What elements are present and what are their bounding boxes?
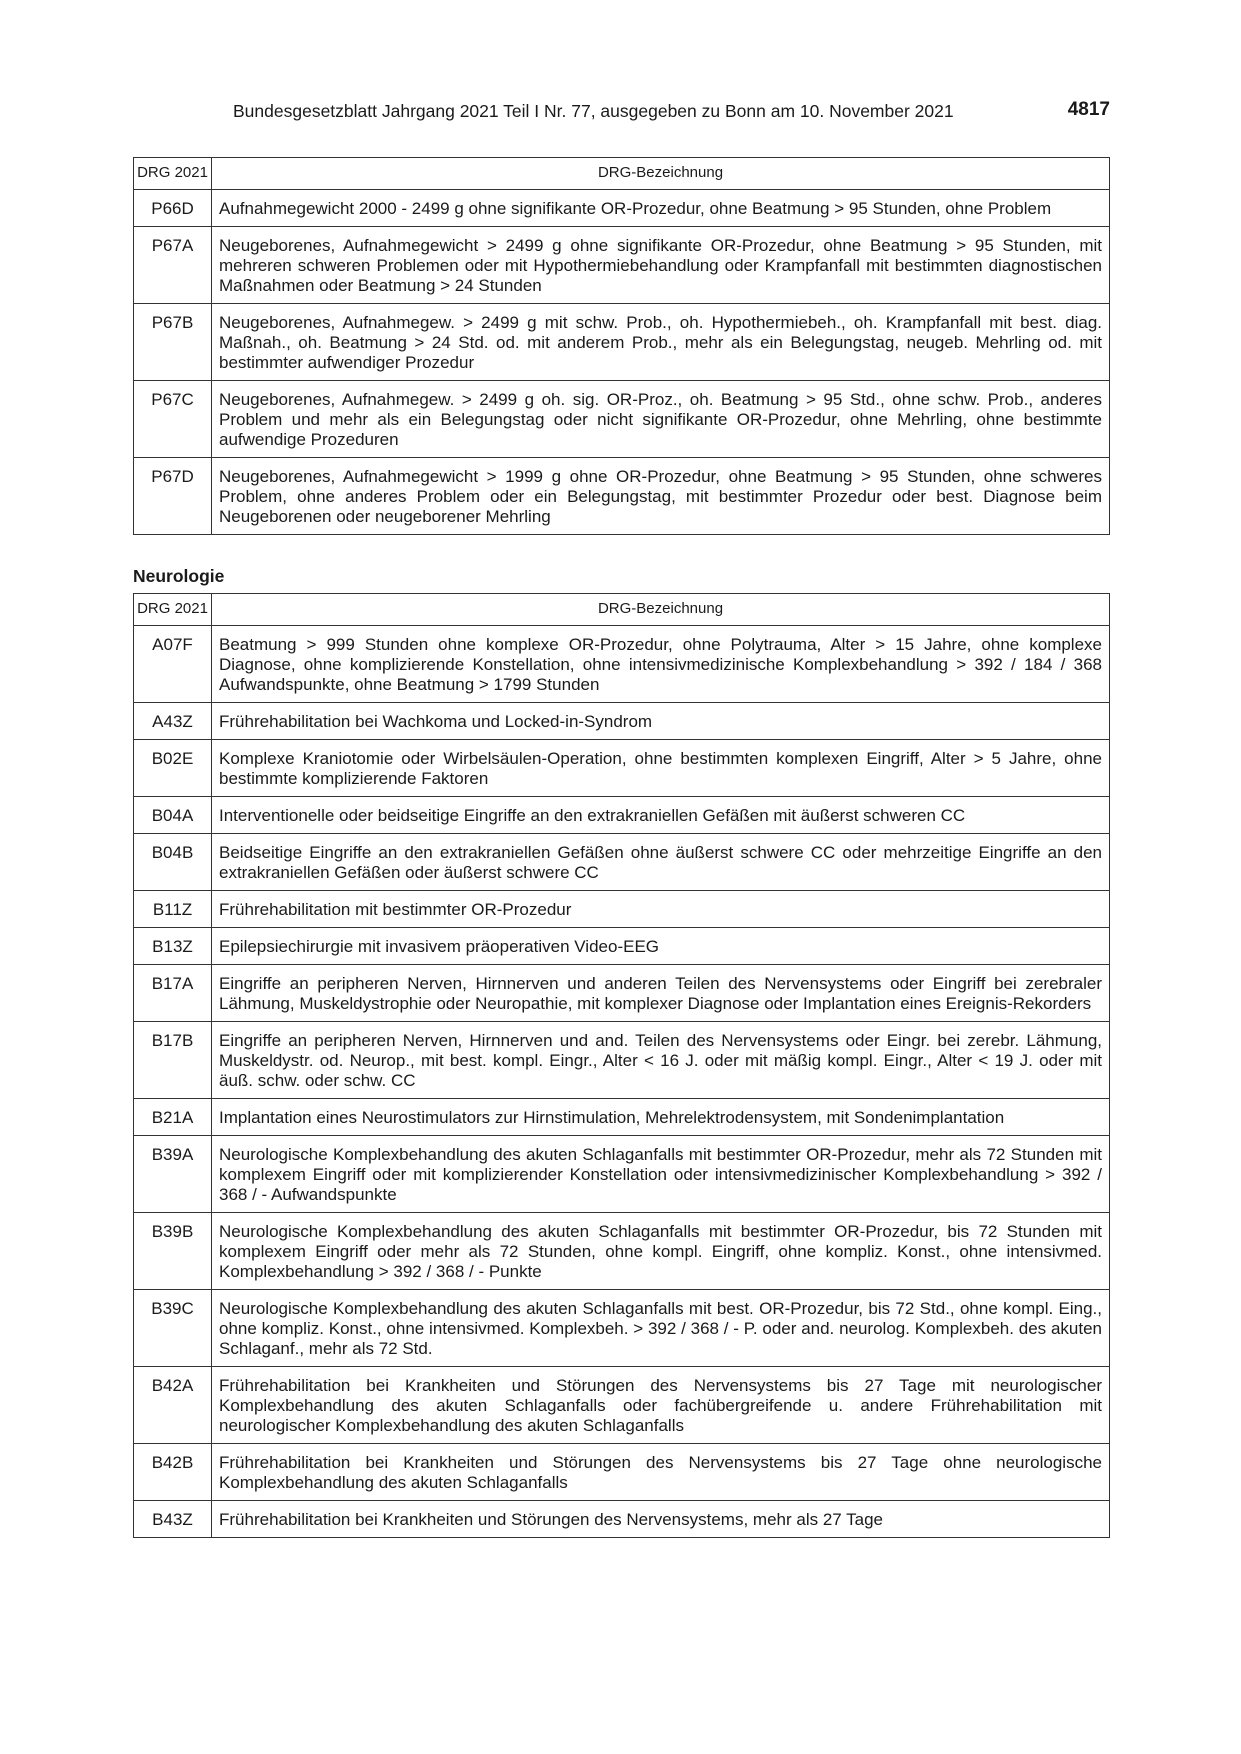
- table-row: [134, 304, 1110, 381]
- drg-description: Interventionelle oder beidseitige Eingriffe an den extrakraniellen Gefäßen mit äußerst schweren CC: [212, 797, 1110, 834]
- table-row: [134, 1367, 1110, 1444]
- drg-code: B13Z: [134, 928, 212, 965]
- section-title: Neurologie: [133, 566, 225, 586]
- drg-description: Neurologische Komplexbehandlung des akuten Schlaganfalls mit bestimmter OR-Prozedur, mehr als 72 Stunden mit komplexem Eingriff oder mit komplizierender Konstellation oder intensivmedizinischer Komplexbehandlung > 392 / 368 / - Aufwandspunkte: [212, 1136, 1110, 1213]
- table-row: [134, 797, 1110, 834]
- drg-code: B42A: [134, 1367, 212, 1444]
- drg-code: B04B: [134, 834, 212, 891]
- drg-code: A07F: [134, 626, 212, 703]
- drg-code: B02E: [134, 740, 212, 797]
- table-row: [134, 1136, 1110, 1213]
- drg-code: B04A: [134, 797, 212, 834]
- column-header-code: DRG 2021: [134, 158, 212, 190]
- drg-description: Aufnahmegewicht 2000 - 2499 g ohne signifikante OR-Prozedur, ohne Beatmung > 95 Stunden, ohne Problem: [212, 190, 1110, 227]
- drg-description: Neurologische Komplexbehandlung des akuten Schlaganfalls mit bestimmter OR-Prozedur, bis 72 Stunden mit komplexem Eingriff oder mehr als 72 Stunden, ohne kompl. Eingriff, ohne kompliz. Konst., ohne intensivmed. Komplexbehandlung > 392 / 368 / - Punkte: [212, 1213, 1110, 1290]
- drg-code: B39C: [134, 1290, 212, 1367]
- drg-description: Implantation eines Neurostimulators zur Hirnstimulation, Mehrelektrodensystem, mit Sondenimplantation: [212, 1099, 1110, 1136]
- drg-description: Komplexe Kraniotomie oder Wirbelsäulen-Operation, ohne bestimmten komplexen Eingriff, Alter > 5 Jahre, ohne bestimmte komplizierende Faktoren: [212, 740, 1110, 797]
- drg-code: B17B: [134, 1022, 212, 1099]
- table-row: [134, 1213, 1110, 1290]
- drg-description: Eingriffe an peripheren Nerven, Hirnnerven und and. Teilen des Nervensystems oder Eingr. bei zerebr. Lähmung, Muskeldystr. od. Neurop., mit best. kompl. Eingr., Alter < 16 J. oder mit mäßig kompl. Eingr., Alter < 19 J. oder mit äuß. schw. oder schw. CC: [212, 1022, 1110, 1099]
- table-row: [134, 626, 1110, 703]
- drg-code: B43Z: [134, 1501, 212, 1538]
- table-row: [134, 1022, 1110, 1099]
- drg-description: Frührehabilitation bei Krankheiten und Störungen des Nervensystems, mehr als 27 Tage: [212, 1501, 1110, 1538]
- drg-code: P67D: [134, 458, 212, 535]
- drg-code: B21A: [134, 1099, 212, 1136]
- column-header-code: DRG 2021: [134, 594, 212, 626]
- table-row: [134, 834, 1110, 891]
- drg-description: Frührehabilitation mit bestimmter OR-Prozedur: [212, 891, 1110, 928]
- drg-description: Eingriffe an peripheren Nerven, Hirnnerven und anderen Teilen des Nervensystems oder Eingriff bei zerebraler Lähmung, Muskeldystrophie oder Neuropathie, mit komplexer Diagnose oder Implantation eines Ereignis-Rekorders: [212, 965, 1110, 1022]
- table-row: [134, 190, 1110, 227]
- drg-description: Neugeborenes, Aufnahmegew. > 2499 g mit schw. Prob., oh. Hypothermiebeh., oh. Krampfanfall mit best. diag. Maßnah., oh. Beatmung > 24 Std. od. mit anderem Prob., mehr als ein Belegungstag, neugeb. Mehrling od. mit bestimmter aufwendiger Prozedur: [212, 304, 1110, 381]
- drg-code: B11Z: [134, 891, 212, 928]
- table-header-row: [134, 594, 1110, 626]
- drg-description: Neurologische Komplexbehandlung des akuten Schlaganfalls mit best. OR-Prozedur, bis 72 Std., ohne kompl. Eing., ohne kompliz. Konst., ohne intensivmed. Komplexbeh. > 392 / 368 / - P. oder and. neurolog. Komplexbeh. des akuten Schlaganf., mehr als 72 Std.: [212, 1290, 1110, 1367]
- drg-description: Neugeborenes, Aufnahmegewicht > 1999 g ohne OR-Prozedur, ohne Beatmung > 95 Stunden, ohne schweres Problem, ohne anderes Problem oder ein Belegungstag, mit bestimmter Prozedur oder best. Diagnose beim Neugeborenen oder neugeborener Mehrling: [212, 458, 1110, 535]
- table-header-row: [134, 158, 1110, 190]
- drg-code: P66D: [134, 190, 212, 227]
- column-header-description: DRG-Bezeichnung: [212, 594, 1110, 626]
- table-row: [134, 740, 1110, 797]
- table-row: [134, 928, 1110, 965]
- table-row: [134, 703, 1110, 740]
- table-row: [134, 965, 1110, 1022]
- drg-description: Frührehabilitation bei Krankheiten und Störungen des Nervensystems bis 27 Tage mit neurologischer Komplexbehandlung des akuten Schlaganfalls oder fachübergreifende u. andere Frührehabilitation mit neurologischer Komplexbehandlung des akuten Schlaganfalls: [212, 1367, 1110, 1444]
- drg-description: Beidseitige Eingriffe an den extrakraniellen Gefäßen ohne äußerst schwere CC oder mehrzeitige Eingriffe an den extrakraniellen Gefäßen oder äußerst schwere CC: [212, 834, 1110, 891]
- table-row: [134, 1290, 1110, 1367]
- table-row: [134, 1501, 1110, 1538]
- table-row: [134, 227, 1110, 304]
- table-row: [134, 1444, 1110, 1501]
- gazette-header: Bundesgesetzblatt Jahrgang 2021 Teil I Nr. 77, ausgegeben zu Bonn am 10. November 2021: [233, 101, 954, 121]
- drg-code: P67C: [134, 381, 212, 458]
- drg-table-neurology: [133, 593, 1110, 1538]
- column-header-description: DRG-Bezeichnung: [212, 158, 1110, 190]
- drg-code: B39A: [134, 1136, 212, 1213]
- drg-code: P67A: [134, 227, 212, 304]
- drg-description: Neugeborenes, Aufnahmegewicht > 2499 g ohne signifikante OR-Prozedur, ohne Beatmung > 95 Stunden, mit mehreren schweren Problemen oder mit Hypothermiebehandlung oder Krampfanfall mit bestimmten diagnostischen Maßnahmen oder Beatmung > 24 Stunden: [212, 227, 1110, 304]
- drg-code: B39B: [134, 1213, 212, 1290]
- drg-description: Neugeborenes, Aufnahmegew. > 2499 g oh. sig. OR-Proz., oh. Beatmung > 95 Std., ohne schw. Prob., anderes Problem und mehr als ein Belegungstag oder nicht signifikante OR-Prozedur, ohne Mehrling, ohne bestimmte aufwendige Prozeduren: [212, 381, 1110, 458]
- drg-code: A43Z: [134, 703, 212, 740]
- drg-description: Beatmung > 999 Stunden ohne komplexe OR-Prozedur, ohne Polytrauma, Alter > 15 Jahre, ohne komplexe Diagnose, ohne komplizierende Konstellation, ohne intensivmedizinische Komplexbehandlung > 392 / 184 / 368 Aufwandspunkte, ohne Beatmung > 1799 Stunden: [212, 626, 1110, 703]
- table-row: [134, 891, 1110, 928]
- drg-code: P67B: [134, 304, 212, 381]
- table-row: [134, 381, 1110, 458]
- page-number: 4817: [1067, 99, 1110, 120]
- drg-description: Epilepsiechirurgie mit invasivem präoperativen Video-EEG: [212, 928, 1110, 965]
- drg-description: Frührehabilitation bei Wachkoma und Locked-in-Syndrom: [212, 703, 1110, 740]
- page-header: [133, 99, 1110, 125]
- drg-code: B17A: [134, 965, 212, 1022]
- table-row: [134, 458, 1110, 535]
- drg-table-perinatal: [133, 157, 1110, 535]
- table-row: [134, 1099, 1110, 1136]
- drg-code: B42B: [134, 1444, 212, 1501]
- drg-description: Frührehabilitation bei Krankheiten und Störungen des Nervensystems bis 27 Tage ohne neurologische Komplexbehandlung des akuten Schlaganfalls: [212, 1444, 1110, 1501]
